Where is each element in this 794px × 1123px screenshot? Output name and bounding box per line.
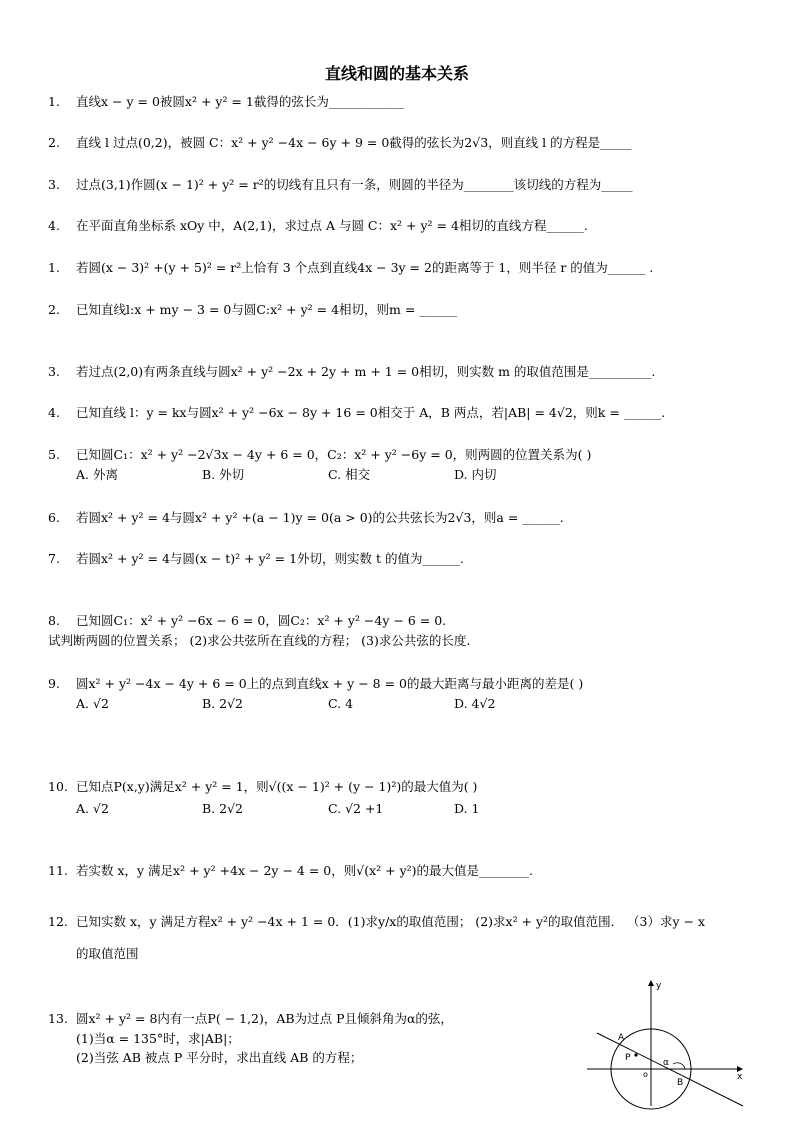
question-text: 已知圆C₁：x² + y² −2√3x − 4y + 6 = 0，C₂：x² + y² −6y = 0，则两圆的位置关系为( ) [76, 447, 592, 462]
question-9-options [76, 467, 580, 483]
question-text: 过点(3,1)作圆(x − 1)² + y² = r²的切线有且只有一条，则圆的半径为________该切线的方程为_____ [76, 177, 633, 192]
page-title: 直线和圆的基本关系 [324, 64, 469, 83]
question-13 [48, 676, 768, 692]
question-text: 已知直线l:x + my − 3 = 0与圆C:x² + y² = 4相切，则m = ______ [76, 302, 457, 317]
option-a: A. √2 [76, 801, 109, 816]
question-3 [48, 177, 768, 193]
question-number: 12. [48, 914, 68, 929]
question-text: 已知点P(x,y)满足x² + y² = 1，则√((x − 1)² + (y − 1)²)的最大值为( ) [76, 779, 478, 794]
question-2 [48, 135, 768, 151]
question-number: 9. [48, 676, 60, 691]
label-o: o [643, 1070, 648, 1079]
question-number: 7. [48, 551, 60, 566]
question-10 [48, 510, 768, 526]
question-8 [48, 405, 768, 421]
question-number: 8. [48, 613, 60, 628]
question-number: 3. [48, 177, 60, 192]
question-number: 6. [48, 510, 60, 525]
question-text: 圆x² + y² −4x − 4y + 6 = 0上的点到直线x + y − 8 = 0的最大距离与最小距离的差是( ) [76, 676, 584, 691]
question-number: 13. [48, 1011, 68, 1026]
question-11 [48, 551, 768, 567]
question-text: 直线 l 过点(0,2)，被圆 C：x² + y² −4x − 6y + 9 = 0截得的弦长为2√3，则直线 l 的方程是_____ [76, 135, 632, 150]
angle-alpha-arc [673, 1063, 685, 1069]
option-d: D. 1 [454, 801, 480, 816]
question-1 [48, 94, 768, 110]
y-axis-arrow [648, 980, 654, 986]
question-9 [48, 447, 768, 463]
question-text: 已知圆C₁：x² + y² −6x − 6 = 0，圆C₂：x² + y² −4y − 6 = 0. [76, 613, 447, 628]
option-a: A. 外离 [76, 467, 118, 482]
question-number: 2. [48, 302, 60, 317]
option-d: D. 4√2 [454, 696, 496, 711]
question-14 [48, 779, 768, 795]
question-text: 已知实数 x，y 满足方程x² + y² −4x + 1 = 0．(1)求y/x的取值范围； (2)求x² + y²的取值范围． （3）求y − x [76, 914, 706, 929]
label-a: A [618, 1033, 625, 1043]
question-number: 3. [48, 364, 60, 379]
question-text: 若圆x² + y² = 4与圆(x − t)² + y² = 1外切，则实数 t 的值为______. [76, 551, 464, 566]
option-b: B. 2√2 [202, 696, 244, 711]
question-number: 2. [48, 135, 60, 150]
label-y: y [656, 981, 662, 991]
question-number: 5. [48, 447, 60, 462]
question-15 [48, 863, 768, 879]
question-number: 1. [48, 260, 60, 275]
question-number: 10. [48, 779, 68, 794]
option-a: A. √2 [76, 696, 109, 711]
option-c: C. 相交 [328, 467, 371, 482]
label-p: P [625, 1053, 631, 1063]
question-7 [48, 364, 768, 380]
option-b: B. 外切 [202, 467, 245, 482]
question-text: 若圆(x − 3)² +(y + 5)² = r²上恰有 3 个点到直线4x − 3y = 2的距离等于 1，则半径 r 的值为______ . [76, 260, 654, 275]
question-number: 4. [48, 405, 60, 420]
label-alpha: α [663, 1058, 669, 1068]
question-text: 若实数 x，y 满足x² + y² +4x − 2y − 4 = 0，则√(x² + y²)的最大值是________. [76, 863, 533, 878]
question-text: 若圆x² + y² = 4与圆x² + y² +(a − 1)y = 0(a > 0)的公共弦长为2√3，则a = ______. [76, 510, 564, 525]
question-text: 已知直线 l：y = kx与圆x² + y² −6x − 8y + 16 = 0相交于 A，B 两点，若|AB| = 4√2，则k = ______. [76, 405, 666, 420]
question-text: 若过点(2,0)有两条直线与圆x² + y² −2x + 2y + m + 1 = 0相切，则实数 m 的取值范围是__________. [76, 364, 656, 379]
question-13-options [76, 696, 580, 712]
label-x: x [737, 1072, 743, 1082]
circle-chord-figure [585, 978, 750, 1110]
question-text: 在平面直角坐标系 xOy 中，A(2,1)，求过点 A 与圆 C：x² + y² = 4相切的直线方程______. [76, 218, 588, 233]
question-4 [48, 218, 768, 234]
question-5 [48, 260, 768, 276]
question-12-line2: 试判断两圆的位置关系； (2)求公共弦所在直线的方程； (3)求公共弦的长度. [48, 633, 471, 648]
question-text: 圆x² + y² = 8内有一点P( − 1,2)，AB为过点 P且倾斜角为α的弦， [76, 1011, 453, 1026]
option-d: D. 内切 [454, 467, 497, 482]
question-number: 1. [48, 94, 60, 109]
question-12 [48, 613, 768, 629]
question-17-line2: (1)当α = 135°时，求|AB|； [76, 1031, 240, 1046]
point-p [634, 1053, 637, 1056]
option-b: B. 2√2 [202, 801, 244, 816]
option-c: C. √2 +1 [328, 801, 384, 816]
question-16-line2: 的取值范围 [76, 946, 139, 961]
question-number: 11. [48, 863, 68, 878]
question-17-line3: (2)当弦 AB 被点 P 平分时，求出直线 AB 的方程； [76, 1050, 363, 1065]
question-14-options [76, 801, 580, 817]
label-b: B [677, 1078, 684, 1088]
question-text: 直线x − y = 0被圆x² + y² = 1截得的弦长为____________ [76, 94, 404, 109]
question-6 [48, 302, 768, 318]
question-16 [48, 914, 768, 930]
question-number: 4. [48, 218, 60, 233]
option-c: C. 4 [328, 696, 354, 711]
